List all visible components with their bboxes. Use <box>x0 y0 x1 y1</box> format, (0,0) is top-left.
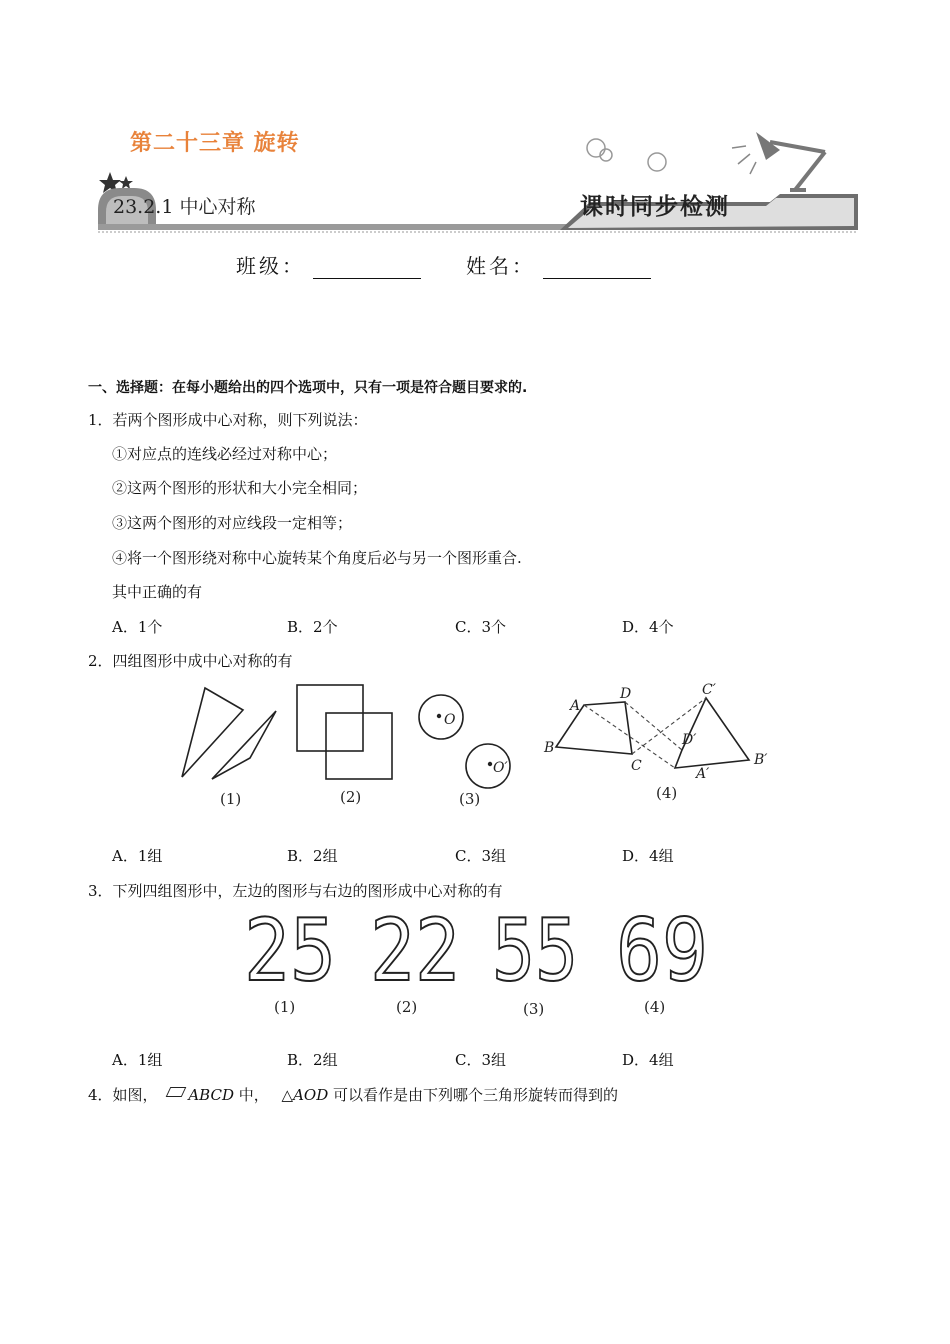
section-heading: 一、选择题：在每小题给出的四个选项中，只有一项是符合题目要求的. <box>88 380 528 396</box>
point-label-o-prime: O′ <box>493 760 508 776</box>
name-label: 姓名： <box>466 254 535 278</box>
point-label-o: O <box>444 712 456 728</box>
bubble-icon <box>648 153 666 171</box>
square-shape <box>297 685 363 751</box>
q1-item: ②这两个图形的形状和大小完全相同； <box>112 479 368 497</box>
class-input-line[interactable] <box>313 258 421 279</box>
q3-stem: 3．下列四组图形中，左边的图形与右边的图形成中心对称的有 <box>88 882 503 900</box>
class-field <box>236 250 421 279</box>
circle-shape <box>419 695 463 739</box>
q2-caption: (2) <box>340 788 362 806</box>
q3-option-a[interactable]: A．1组 <box>112 1051 163 1069</box>
q1-option-c[interactable]: C．3个 <box>455 618 507 636</box>
q3-caption: (1) <box>274 998 296 1016</box>
name-field <box>466 250 651 279</box>
q2-caption: (4) <box>656 784 678 802</box>
triangle-shape <box>212 711 276 779</box>
q1-option-a[interactable]: A．1个 <box>112 618 163 636</box>
q2-figures <box>170 680 790 810</box>
q1-stem: 1．若两个图形成中心对称，则下列说法： <box>88 411 368 429</box>
chapter-title: 第二十三章 旋转 <box>130 131 300 156</box>
q4-suffix: 可以看作是由下列哪个三角形旋转而得到的 <box>333 1086 619 1104</box>
desk-lamp-icon <box>756 132 825 190</box>
figure-55: 55 <box>492 908 578 1001</box>
section-title: 23.2.1 中心对称 <box>113 196 256 218</box>
point-label-c: C <box>631 758 642 774</box>
parallelogram-icon <box>166 1087 187 1097</box>
q3-caption: (4) <box>644 998 666 1016</box>
q3-option-c[interactable]: C．3组 <box>455 1051 507 1069</box>
q2-option-c[interactable]: C．3组 <box>455 847 507 865</box>
q4-middle: 中， <box>238 1086 269 1104</box>
q1-item: ③这两个图形的对应线段一定相等； <box>112 514 353 532</box>
star-icon <box>119 176 133 189</box>
quadrilateral-abcd <box>556 702 632 754</box>
q3-caption: (2) <box>396 998 418 1016</box>
q1-item: ④将一个图形绕对称中心旋转某个角度后必与另一个图形重合. <box>112 549 522 567</box>
q4-prefix: 4．如图， <box>88 1086 158 1104</box>
q2-option-b[interactable]: B．2组 <box>287 847 338 865</box>
q2-caption: (1) <box>220 790 242 808</box>
figure-22: 22 <box>370 908 460 1001</box>
triangle-shape <box>182 688 243 777</box>
q2-stem: 2．四组图形中成中心对称的有 <box>88 652 293 670</box>
q2-caption: (3) <box>459 790 481 808</box>
point-label-c-prime: C′ <box>702 682 716 698</box>
class-label: 班级： <box>236 254 305 278</box>
figure-69: 69 <box>616 908 708 1001</box>
q3-option-d[interactable]: D．4组 <box>622 1051 674 1069</box>
figure-25: 25 <box>244 908 336 1001</box>
point-label-d-prime: D′ <box>682 732 697 748</box>
q3-figures <box>238 908 718 1023</box>
q3-option-b[interactable]: B．2组 <box>287 1051 338 1069</box>
point-label-b: B <box>544 740 555 756</box>
banner-right-title: 课时同步检测 <box>580 193 730 220</box>
point-label-d: D <box>620 686 632 702</box>
square-shape <box>326 713 392 779</box>
point-label-a: A <box>570 698 581 714</box>
name-input-line[interactable] <box>543 258 651 279</box>
point-label-b-prime: B′ <box>754 752 768 768</box>
q1-option-b[interactable]: B．2个 <box>287 618 338 636</box>
q3-caption: (3) <box>523 1000 545 1018</box>
q4-triangle: △AOD <box>281 1086 329 1104</box>
q2-option-a[interactable]: A．1组 <box>112 847 163 865</box>
q1-tail: 其中正确的有 <box>112 583 203 601</box>
q4-parallelogram: ABCD <box>188 1086 234 1104</box>
point-label-a-prime: A′ <box>696 766 710 782</box>
q1-option-d[interactable]: D．4个 <box>622 618 674 636</box>
q1-item: ①对应点的连线必经过对称中心； <box>112 445 338 463</box>
q2-option-d[interactable]: D．4组 <box>622 847 674 865</box>
bubble-icon <box>587 139 605 157</box>
q4-stem <box>88 1086 618 1104</box>
